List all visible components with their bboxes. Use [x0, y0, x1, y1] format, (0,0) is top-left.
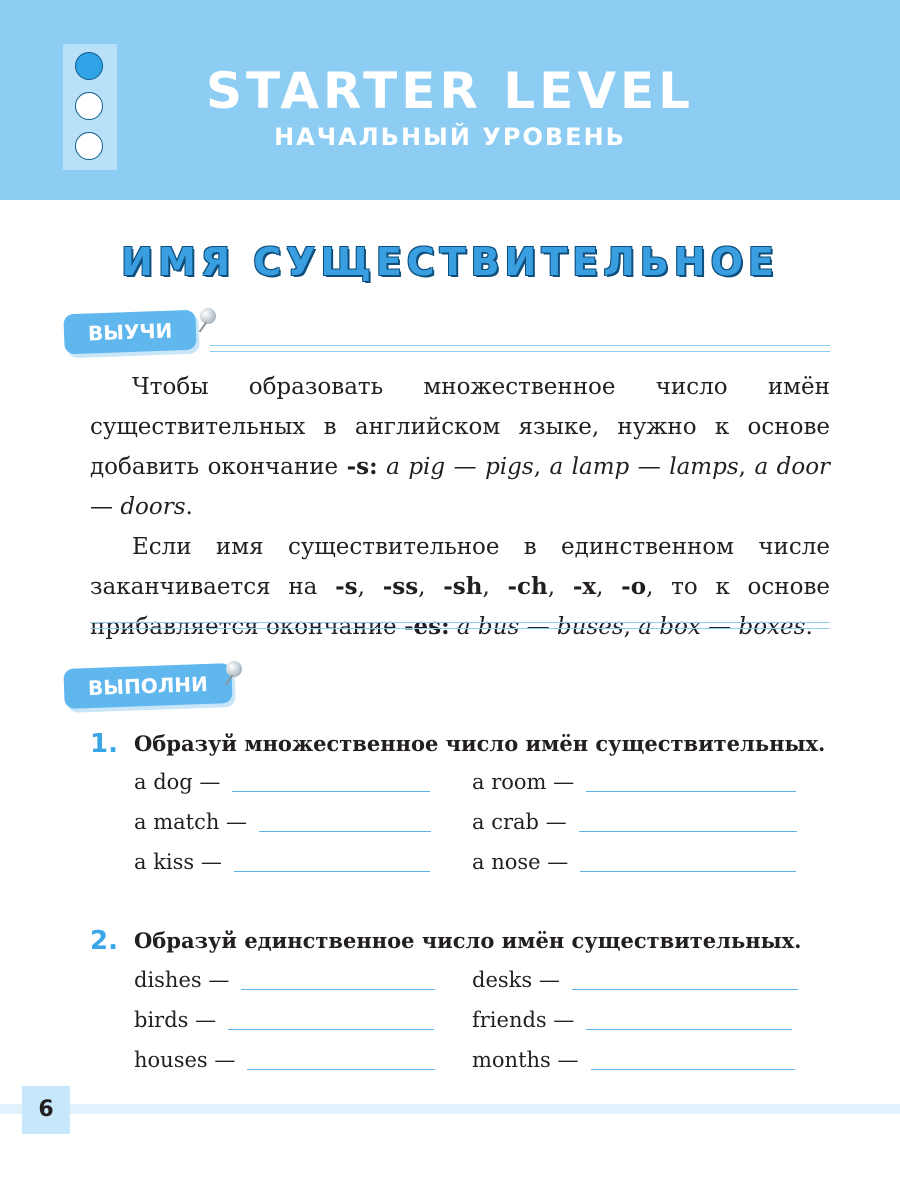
exercise-item: birds — [134, 1008, 434, 1032]
answer-blank[interactable] [232, 791, 430, 792]
exercise-item: months — [472, 1048, 795, 1072]
exercise-item: a match — [134, 810, 431, 834]
answer-blank[interactable] [259, 831, 431, 832]
exercise-number: 2. [90, 926, 118, 956]
exercise-item: desks — [472, 968, 798, 992]
exercise-item: friends — [472, 1008, 792, 1032]
answer-blank[interactable] [586, 791, 796, 792]
header-band [0, 0, 900, 200]
page-number: 6 [22, 1086, 70, 1134]
exercise-item: houses — [134, 1048, 435, 1072]
exercise-item: dishes — [134, 968, 435, 992]
exercise-item: a dog — [134, 770, 430, 794]
theory-paragraph: Если имя существительное в единственном числе заканчивается на -s, -ss, -sh, -ch, -x, -o, то к основе прибавляется окончание -es: a bus — buses, a box — boxes. [90, 534, 831, 640]
exercise-item: a room — [472, 770, 796, 794]
theory-paragraph: Чтобы образовать множественное число имён существительных в английском языке, нужно к основе добавить окончание -s: a pig — pigs, a lamp — lamps, a door — doors. [90, 374, 831, 520]
level-title: STARTER LEVEL [205, 62, 695, 120]
exercise-task: Образуй множественное число имён существительных. [134, 731, 826, 756]
learn-tag-label: ВЫУЧИ [87, 318, 173, 346]
page-title: ИМЯ СУЩЕСТВИТЕЛЬНОЕ [121, 240, 779, 284]
level-subtitle: НАЧАЛЬНЫЙ УРОВЕНЬ [274, 123, 626, 151]
answer-blank[interactable] [228, 1029, 434, 1030]
learn-tag [63, 310, 197, 355]
divider [90, 628, 830, 629]
practice-tag [63, 663, 232, 709]
exercise-item: a nose — [472, 850, 796, 874]
divider [210, 351, 830, 352]
answer-blank[interactable] [586, 1029, 792, 1030]
answer-blank[interactable] [572, 989, 798, 990]
practice-tag-label: ВЫПОЛНИ [87, 671, 209, 701]
exercise-task: Образуй единственное число имён существительных. [134, 928, 802, 953]
exercise-number: 1. [90, 729, 118, 759]
pushpin-icon [226, 661, 242, 677]
answer-blank[interactable] [247, 1069, 435, 1070]
answer-blank[interactable] [579, 831, 797, 832]
answer-blank[interactable] [591, 1069, 795, 1070]
exercise-item: a crab — [472, 810, 797, 834]
pushpin-icon [200, 308, 216, 324]
answer-blank[interactable] [580, 871, 796, 872]
theory-text [90, 367, 830, 647]
footer-bar [0, 1104, 900, 1114]
answer-blank[interactable] [234, 871, 430, 872]
divider [90, 622, 830, 623]
divider [210, 345, 830, 346]
exercise-item: a kiss — [134, 850, 430, 874]
answer-blank[interactable] [241, 989, 435, 990]
